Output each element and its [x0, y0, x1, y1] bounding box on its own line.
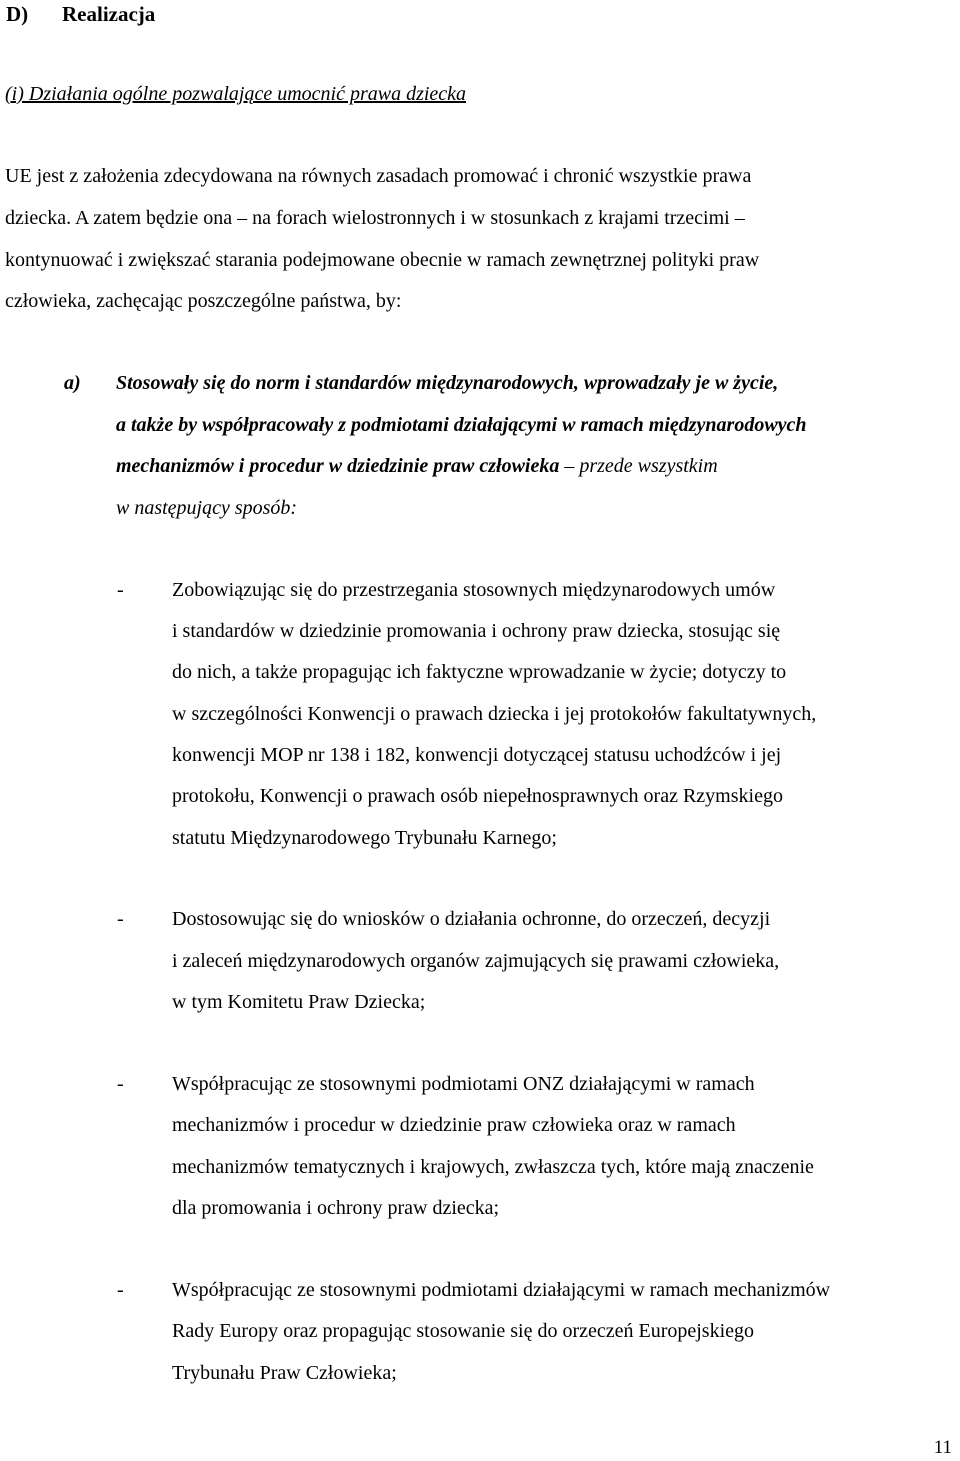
bullet-line: i zaleceń międzynarodowych organów zajmujących się prawami człowieka,: [172, 950, 780, 972]
bullet-dash: -: [117, 908, 124, 930]
bullet-line: Zobowiązując się do przestrzegania stosownych międzynarodowych umów: [172, 579, 776, 601]
subsection-title: (i) Działania ogólne pozwalające umocnić prawa dziecka: [5, 83, 467, 105]
section-letter: D): [6, 2, 29, 26]
intro-line: kontynuować i zwiększać starania podejmowane obecnie w ramach zewnętrznej polityki praw: [5, 249, 760, 271]
bullet-dash: -: [117, 1073, 124, 1095]
bullet-line: mechanizmów tematycznych i krajowych, zwłaszcza tych, które mają znaczenie: [172, 1156, 814, 1178]
point-a-line: Stosowały się do norm i standardów międzynarodowych, wprowadzały je w życie,: [116, 372, 779, 394]
bullet-dash: -: [117, 579, 124, 601]
point-a-line: w następujący sposób:: [116, 497, 298, 519]
bullet-line: do nich, a także propagując ich faktyczne wprowadzanie w życie; dotyczy to: [172, 661, 787, 683]
bullet-line: Współpracując ze stosownymi podmiotami ONZ działającymi w ramach: [172, 1073, 755, 1095]
bullet-line: w szczególności Konwencji o prawach dziecka i jej protokołów fakultatywnych,: [172, 703, 817, 725]
bullet-line: statutu Międzynarodowego Trybunału Karnego;: [172, 827, 557, 849]
page-number: 11: [933, 1437, 952, 1458]
bullet-line: Współpracując ze stosownymi podmiotami działającymi w ramach mechanizmów: [172, 1279, 831, 1301]
intro-line: dziecka. A zatem będzie ona – na forach wielostronnych i w stosunkach z krajami trzecimi –: [5, 207, 745, 229]
point-a-bold-tail: mechanizmów i procedur w dziedzinie praw człowieka: [116, 455, 560, 477]
bullet-line: mechanizmów i procedur w dziedzinie praw człowieka oraz w ramach: [172, 1114, 736, 1136]
bullet-line: Dostosowując się do wniosków o działania ochronne, do orzeczeń, decyzji: [172, 908, 771, 930]
bullet-line: protokołu, Konwencji o prawach osób niepełnosprawnych oraz Rzymskiego: [172, 785, 783, 807]
intro-line: UE jest z założenia zdecydowana na równych zasadach promować i chronić wszystkie prawa: [5, 165, 752, 187]
bullet-line: dla promowania i ochrony praw dziecka;: [172, 1197, 500, 1219]
point-a-label: a): [64, 372, 81, 394]
bullet-line: Trybunału Praw Człowieka;: [172, 1362, 397, 1384]
bullet-line: i standardów w dziedzinie promowania i ochrony praw dziecka, stosując się: [172, 620, 781, 642]
bullet-line: Rady Europy oraz propagując stosowanie się do orzeczeń Europejskiego: [172, 1320, 755, 1342]
bullet-line: konwencji MOP nr 138 i 182, konwencji dotyczącej statusu uchodźców i jej: [172, 744, 782, 766]
point-a-line: a także by współpracowały z podmiotami działającymi w ramach międzynarodowych: [116, 414, 807, 436]
bullet-dash: -: [117, 1279, 124, 1301]
intro-line: człowieka, zachęcając poszczególne państwa, by:: [5, 290, 402, 312]
point-a-line: [116, 455, 718, 478]
point-a-italic-tail: – przede wszystkim: [559, 455, 718, 477]
section-title: Realizacja: [62, 2, 156, 26]
bullet-line: w tym Komitetu Praw Dziecka;: [172, 991, 426, 1013]
